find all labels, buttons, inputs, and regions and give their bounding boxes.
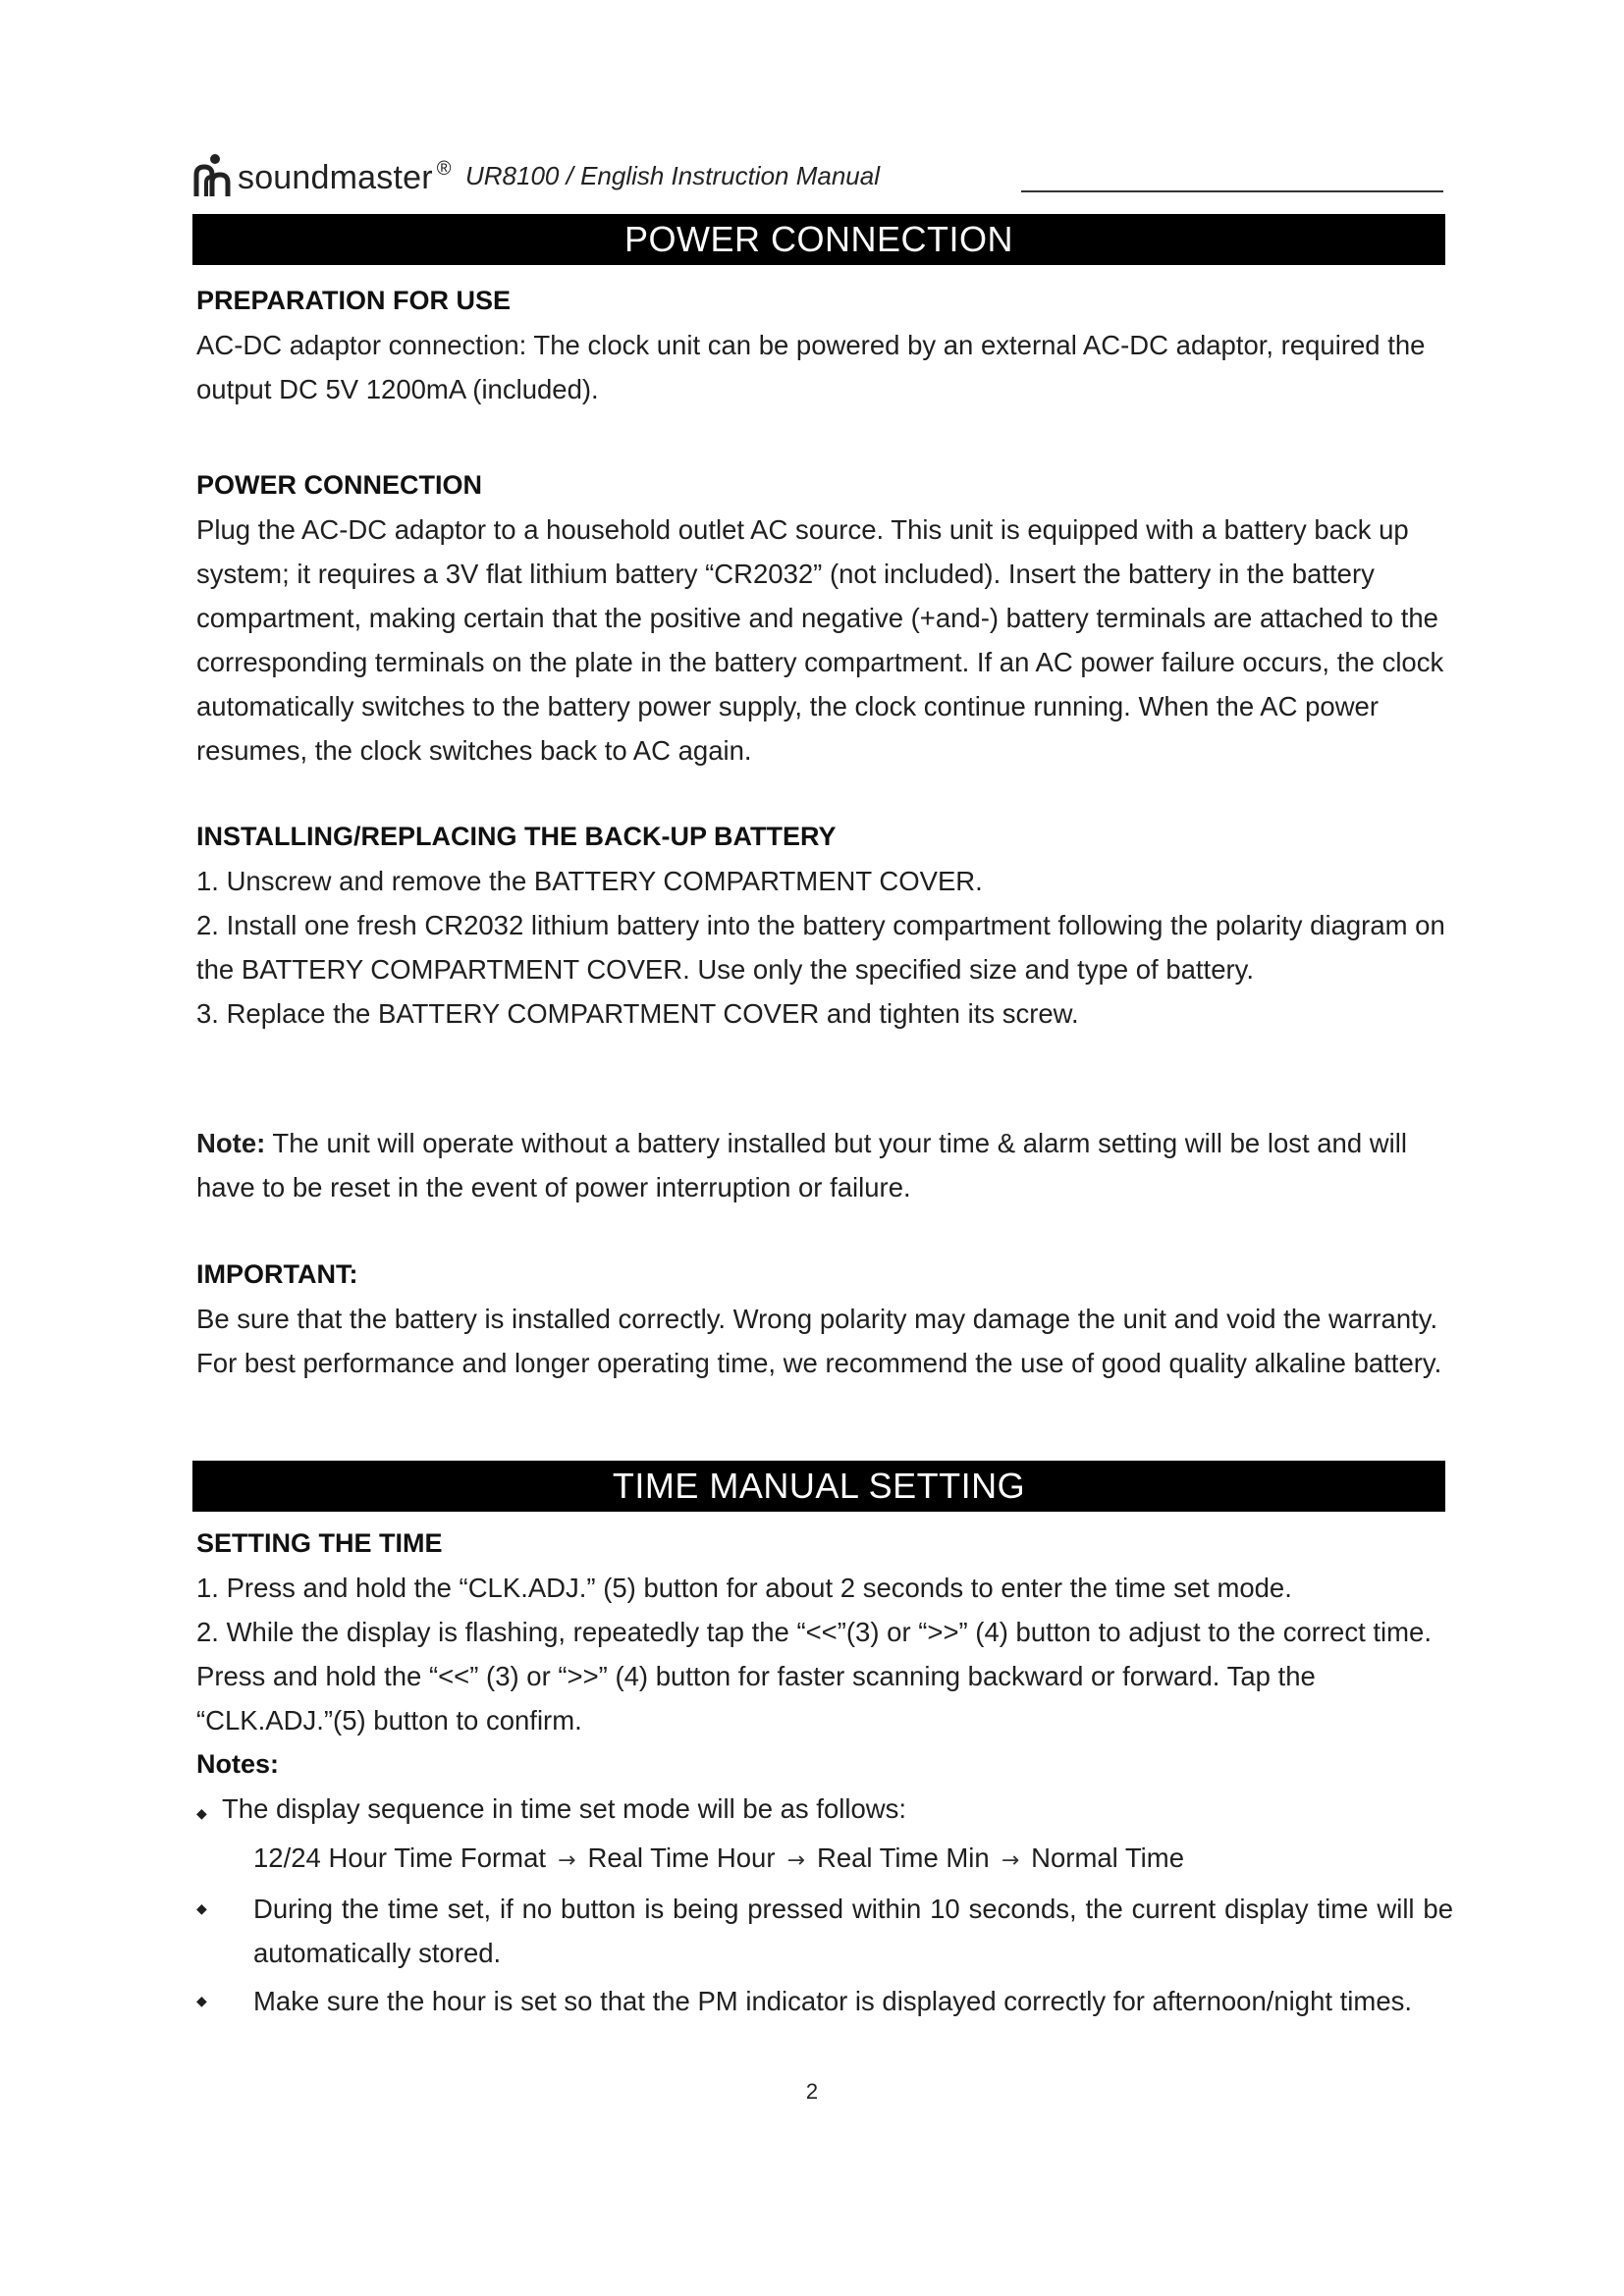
preparation-section [196, 279, 1453, 411]
notes-bullet-text: The display sequence in time set mode will be as follows: [222, 1793, 907, 1824]
install-battery-heading: INSTALLING/REPLACING THE BACK-UP BATTERY [196, 822, 837, 851]
install-step: 2. Install one fresh CR2032 lithium battery into the battery compartment following the polarity diagram on the BATTERY COMPARTMENT COVER. Use only the specified size and type of battery. [196, 910, 1445, 985]
arrow-right-icon: → [558, 1848, 576, 1873]
arrow-right-icon: → [786, 1848, 805, 1873]
notes-bullet [196, 1979, 1453, 2023]
section-banner-power-connection [192, 214, 1445, 265]
power-connection-heading: POWER CONNECTION [196, 470, 483, 500]
note-paragraph [196, 1121, 1453, 1209]
brand-logo [192, 143, 452, 198]
notes-heading: Notes: [196, 1749, 280, 1779]
important-text: Be sure that the battery is installed correctly. Wrong polarity may damage the unit and void the warranty. For best performance and longer operating time, we recommend the use of good quality alkaline battery. [196, 1304, 1442, 1378]
power-connection-text: Plug the AC-DC adaptor to a household outlet AC source. This unit is equipped with a battery back up system; it requires a 3V flat lithium battery “CR2032” (not included). Insert the battery in the battery compartment, making certain that the positive and negative (+and-) battery terminals are attached to the corresponding terminals on the plate in the battery compartment. If an AC power failure occurs, the clock automatically switches to the battery power supply, the clock continue running. When the AC power resumes, the clock switches back to AC again. [196, 514, 1444, 766]
header-rule [1021, 190, 1443, 192]
notes-bullet [196, 1787, 1453, 1836]
page-number: 2 [805, 2079, 819, 2104]
sequence-item: Normal Time [1031, 1842, 1184, 1873]
note-section [196, 1121, 1453, 1209]
bullet-icon: ◆ [196, 1993, 207, 2008]
power-connection-section [196, 463, 1453, 773]
install-step: 1. Unscrew and remove the BATTERY COMPARTMENT COVER. [196, 866, 983, 896]
setting-step: 2. While the display is flashing, repeatedly tap the “<<”(3) or “>>” (4) button to adjust to the correct time. Press and hold the “<<” (3) or “>>” (4) button for faster scanning backward or forward. Tap the “CLK.ADJ.”(5) button to confirm. [196, 1617, 1432, 1735]
bullet-icon: ◆ [196, 1805, 207, 1821]
note-text: The unit will operate without a battery installed but your time & alarm setting will be lost and will have to be reset in the event of power interruption or failure. [196, 1128, 1407, 1202]
note-label: Note: [196, 1128, 266, 1158]
important-heading: IMPORTANT: [196, 1259, 358, 1289]
registered-mark: ® [436, 158, 452, 180]
arrow-right-icon: → [1001, 1848, 1020, 1873]
section-banner-label: POWER CONNECTION [623, 219, 1013, 259]
soundmaster-logo-icon [192, 153, 232, 198]
section-banner-time-manual-setting [192, 1461, 1445, 1512]
bullet-icon: ◆ [196, 1900, 207, 1916]
sequence-item: 12/24 Hour Time Format [253, 1842, 547, 1873]
preparation-heading: PREPARATION FOR USE [196, 286, 512, 315]
notes-bullet [196, 1887, 1453, 1975]
notes-bullet-text: Make sure the hour is set so that the PM indicator is displayed correctly for afternoon/night times. [253, 1986, 1413, 2016]
page-header [192, 143, 1449, 198]
manual-title: UR8100 / English Instruction Manual [465, 161, 881, 190]
setting-time-heading: SETTING THE TIME [196, 1528, 443, 1558]
sequence-item: Real Time Hour [587, 1842, 776, 1873]
install-battery-section [196, 815, 1453, 1036]
brand-name: soundmaster [238, 159, 433, 196]
setting-time-section [196, 1522, 1453, 2023]
important-section [196, 1253, 1453, 1385]
preparation-text: AC-DC adaptor connection: The clock unit can be powered by an external AC-DC adaptor, required the output DC 5V 1200mA (included). [196, 330, 1426, 404]
setting-step: 1. Press and hold the “CLK.ADJ.” (5) button for about 2 seconds to enter the time set mode. [196, 1573, 1292, 1603]
section-banner-label: TIME MANUAL SETTING [612, 1466, 1026, 1506]
install-step: 3. Replace the BATTERY COMPARTMENT COVER and tighten its screw. [196, 998, 1079, 1029]
sequence-item: Real Time Min [816, 1842, 990, 1873]
time-set-sequence [196, 1836, 1453, 1883]
notes-bullet-text: During the time set, if no button is being pressed within 10 seconds, the current display time will be automatically stored. [253, 1894, 1453, 1968]
